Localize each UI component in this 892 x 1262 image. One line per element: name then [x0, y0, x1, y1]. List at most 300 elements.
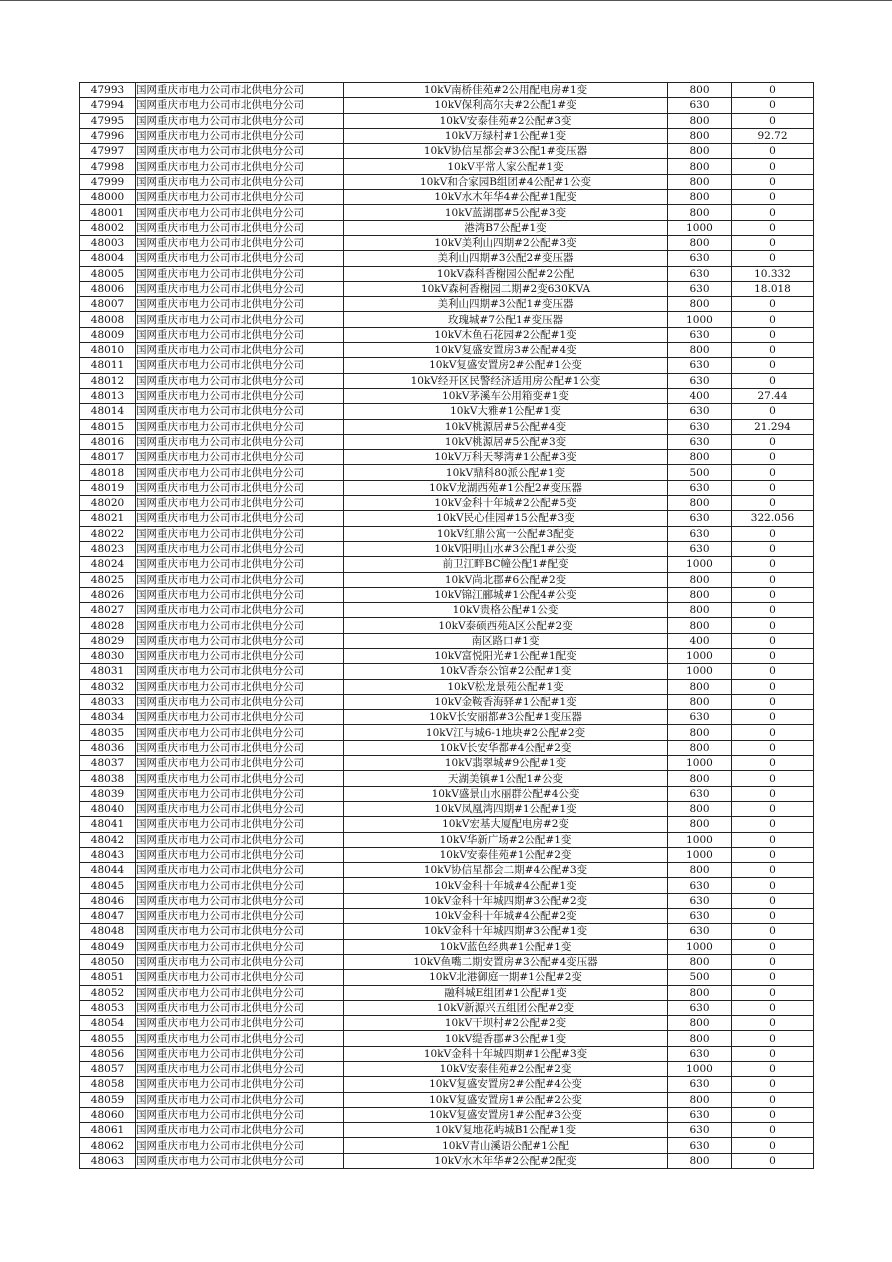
capacity-cell: 800	[668, 954, 732, 969]
station-name-cell: 10kV蓝湖郡#5公配#3变	[344, 205, 668, 220]
table-row	[80, 1046, 814, 1061]
table-row	[80, 235, 814, 250]
capacity-cell: 800	[668, 725, 732, 740]
capacity-cell: 800	[668, 450, 732, 465]
row-id-cell: 48040	[80, 801, 136, 816]
capacity-cell: 1000	[668, 648, 732, 663]
capacity-cell: 800	[668, 618, 732, 633]
table-row	[80, 786, 814, 801]
table-row	[80, 725, 814, 740]
value-cell: 0	[732, 710, 814, 725]
table-row	[80, 817, 814, 832]
row-id-cell: 48055	[80, 1031, 136, 1046]
row-id-cell: 48000	[80, 190, 136, 205]
value-cell: 0	[732, 954, 814, 969]
table-row	[80, 98, 814, 113]
company-cell: 国网重庆市电力公司市北供电分公司	[136, 327, 344, 342]
row-id-cell: 48041	[80, 817, 136, 832]
company-cell: 国网重庆市电力公司市北供电分公司	[136, 786, 344, 801]
row-id-cell: 48048	[80, 924, 136, 939]
capacity-cell: 630	[668, 1138, 732, 1153]
capacity-cell: 630	[668, 98, 732, 113]
capacity-cell: 800	[668, 144, 732, 159]
capacity-cell: 800	[668, 1016, 732, 1031]
company-cell: 国网重庆市电力公司市北供电分公司	[136, 144, 344, 159]
station-name-cell: 10kV缇香郡#3公配#1变	[344, 1031, 668, 1046]
row-id-cell: 48005	[80, 266, 136, 281]
capacity-cell: 630	[668, 526, 732, 541]
value-cell: 0	[732, 740, 814, 755]
capacity-cell: 1000	[668, 312, 732, 327]
row-id-cell: 48007	[80, 297, 136, 312]
value-cell: 0	[732, 1123, 814, 1138]
capacity-cell: 800	[668, 190, 732, 205]
value-cell: 0	[732, 1107, 814, 1122]
capacity-cell: 800	[668, 83, 732, 98]
row-id-cell: 48030	[80, 648, 136, 663]
table-row	[80, 603, 814, 618]
company-cell: 国网重庆市电力公司市北供电分公司	[136, 878, 344, 893]
value-cell: 0	[732, 1000, 814, 1015]
row-id-cell: 48036	[80, 740, 136, 755]
row-id-cell: 48022	[80, 526, 136, 541]
company-cell: 国网重庆市电力公司市北供电分公司	[136, 266, 344, 281]
company-cell: 国网重庆市电力公司市北供电分公司	[136, 297, 344, 312]
station-name-cell: 10kV经开区民警经济适用房公配#1公变	[344, 373, 668, 388]
capacity-cell: 800	[668, 572, 732, 587]
value-cell: 18.018	[732, 281, 814, 296]
capacity-cell: 630	[668, 1107, 732, 1122]
table-row	[80, 1031, 814, 1046]
station-name-cell: 10kV香奈公馆#2公配#1变	[344, 664, 668, 679]
capacity-cell: 1000	[668, 756, 732, 771]
company-cell: 国网重庆市电力公司市北供电分公司	[136, 358, 344, 373]
row-id-cell: 48024	[80, 557, 136, 572]
company-cell: 国网重庆市电力公司市北供电分公司	[136, 1062, 344, 1077]
station-name-cell: 10kV复盛安置房2#公配#1公变	[344, 358, 668, 373]
capacity-cell: 630	[668, 419, 732, 434]
station-name-cell: 10kV安泰佳苑#1公配#2变	[344, 847, 668, 862]
value-cell: 10.332	[732, 266, 814, 281]
company-cell: 国网重庆市电力公司市北供电分公司	[136, 480, 344, 495]
value-cell: 0	[732, 572, 814, 587]
value-cell: 0	[732, 863, 814, 878]
table-row	[80, 909, 814, 924]
row-id-cell: 48008	[80, 312, 136, 327]
capacity-cell: 1000	[668, 220, 732, 235]
station-name-cell: 10kV美利山四期#2公配#3变	[344, 235, 668, 250]
table-row	[80, 358, 814, 373]
table-row	[80, 83, 814, 98]
table-row	[80, 1092, 814, 1107]
table-row	[80, 1138, 814, 1153]
value-cell: 0	[732, 633, 814, 648]
company-cell: 国网重庆市电力公司市北供电分公司	[136, 603, 344, 618]
capacity-cell: 800	[668, 863, 732, 878]
row-id-cell: 47994	[80, 98, 136, 113]
company-cell: 国网重庆市电力公司市北供电分公司	[136, 98, 344, 113]
table-row	[80, 434, 814, 449]
table-row	[80, 740, 814, 755]
company-cell: 国网重庆市电力公司市北供电分公司	[136, 1000, 344, 1015]
capacity-cell: 800	[668, 1153, 732, 1168]
row-id-cell: 48027	[80, 603, 136, 618]
station-name-cell: 融科城E组团#1公配#1变	[344, 985, 668, 1000]
station-name-cell: 10kV金科十年城#4公配#1变	[344, 878, 668, 893]
row-id-cell: 48034	[80, 710, 136, 725]
company-cell: 国网重庆市电力公司市北供电分公司	[136, 587, 344, 602]
station-name-cell: 10kV松龙景苑公配#1变	[344, 679, 668, 694]
capacity-cell: 630	[668, 893, 732, 908]
station-name-cell: 10kV复盛安置房1#公配#2公变	[344, 1092, 668, 1107]
station-name-cell: 10kV桃源居#5公配#3变	[344, 434, 668, 449]
table-row	[80, 113, 814, 128]
value-cell: 0	[732, 878, 814, 893]
station-name-cell: 10kV龙湖西苑#1公配2#变压器	[344, 480, 668, 495]
row-id-cell: 48062	[80, 1138, 136, 1153]
value-cell: 0	[732, 220, 814, 235]
capacity-cell: 800	[668, 694, 732, 709]
station-name-cell: 10kV民心佳园#15公配#3变	[344, 511, 668, 526]
capacity-cell: 800	[668, 343, 732, 358]
value-cell: 0	[732, 526, 814, 541]
table-row	[80, 541, 814, 556]
capacity-cell: 800	[668, 128, 732, 143]
company-cell: 国网重庆市电力公司市北供电分公司	[136, 404, 344, 419]
capacity-cell: 630	[668, 327, 732, 342]
station-name-cell: 天湖美镇#1公配1#公变	[344, 771, 668, 786]
row-id-cell: 48039	[80, 786, 136, 801]
row-id-cell: 48020	[80, 496, 136, 511]
table-row	[80, 281, 814, 296]
value-cell: 0	[732, 373, 814, 388]
company-cell: 国网重庆市电力公司市北供电分公司	[136, 434, 344, 449]
station-name-cell: 10kV长安华都#4公配#2变	[344, 740, 668, 755]
company-cell: 国网重庆市电力公司市北供电分公司	[136, 235, 344, 250]
capacity-cell: 630	[668, 358, 732, 373]
capacity-cell: 1000	[668, 939, 732, 954]
station-name-cell: 10kV安泰佳苑#2公配#3变	[344, 113, 668, 128]
company-cell: 国网重庆市电力公司市北供电分公司	[136, 801, 344, 816]
company-cell: 国网重庆市电力公司市北供电分公司	[136, 970, 344, 985]
value-cell: 0	[732, 496, 814, 511]
table-row	[80, 1077, 814, 1092]
company-cell: 国网重庆市电力公司市北供电分公司	[136, 419, 344, 434]
row-id-cell: 48056	[80, 1046, 136, 1061]
station-name-cell: 10kV和合家园B组团#4公配#1公变	[344, 174, 668, 189]
table-row	[80, 878, 814, 893]
company-cell: 国网重庆市电力公司市北供电分公司	[136, 679, 344, 694]
company-cell: 国网重庆市电力公司市北供电分公司	[136, 1107, 344, 1122]
table-row	[80, 694, 814, 709]
table-row	[80, 496, 814, 511]
capacity-cell: 630	[668, 924, 732, 939]
value-cell: 0	[732, 985, 814, 1000]
company-cell: 国网重庆市电力公司市北供电分公司	[136, 159, 344, 174]
capacity-cell: 800	[668, 771, 732, 786]
capacity-cell: 800	[668, 1031, 732, 1046]
table-row	[80, 251, 814, 266]
row-id-cell: 48044	[80, 863, 136, 878]
row-id-cell: 48004	[80, 251, 136, 266]
company-cell: 国网重庆市电力公司市北供电分公司	[136, 281, 344, 296]
company-cell: 国网重庆市电力公司市北供电分公司	[136, 1031, 344, 1046]
capacity-cell: 800	[668, 1092, 732, 1107]
capacity-cell: 1000	[668, 1062, 732, 1077]
value-cell: 0	[732, 480, 814, 495]
table-row	[80, 664, 814, 679]
company-cell: 国网重庆市电力公司市北供电分公司	[136, 985, 344, 1000]
station-name-cell: 10kV鼎科80派公配#1变	[344, 465, 668, 480]
capacity-cell: 800	[668, 297, 732, 312]
company-cell: 国网重庆市电力公司市北供电分公司	[136, 190, 344, 205]
value-cell: 0	[732, 679, 814, 694]
station-name-cell: 10kV协信星都会#3公配1#变压器	[344, 144, 668, 159]
row-id-cell: 48033	[80, 694, 136, 709]
value-cell: 0	[732, 1077, 814, 1092]
row-id-cell: 48042	[80, 832, 136, 847]
table-row	[80, 618, 814, 633]
table-row	[80, 679, 814, 694]
table-row	[80, 939, 814, 954]
company-cell: 国网重庆市电力公司市北供电分公司	[136, 909, 344, 924]
station-name-cell: 10kV复盛安置房1#公配#3公变	[344, 1107, 668, 1122]
table-row	[80, 511, 814, 526]
value-cell: 0	[732, 343, 814, 358]
value-cell: 0	[732, 113, 814, 128]
capacity-cell: 630	[668, 251, 732, 266]
row-id-cell: 48043	[80, 847, 136, 862]
company-cell: 国网重庆市电力公司市北供电分公司	[136, 648, 344, 663]
station-name-cell: 10kV金科十年城四期#1公配#3变	[344, 1046, 668, 1061]
capacity-cell: 800	[668, 113, 732, 128]
capacity-cell: 800	[668, 679, 732, 694]
row-id-cell: 48060	[80, 1107, 136, 1122]
capacity-cell: 630	[668, 1000, 732, 1015]
table-row	[80, 1123, 814, 1138]
value-cell: 0	[732, 1062, 814, 1077]
table-row	[80, 327, 814, 342]
station-name-cell: 玫瑰城#7公配1#变压器	[344, 312, 668, 327]
station-name-cell: 美利山四期#3公配1#变压器	[344, 297, 668, 312]
row-id-cell: 48012	[80, 373, 136, 388]
value-cell: 0	[732, 909, 814, 924]
table-row	[80, 924, 814, 939]
capacity-cell: 630	[668, 786, 732, 801]
row-id-cell: 48047	[80, 909, 136, 924]
row-id-cell: 48059	[80, 1092, 136, 1107]
company-cell: 国网重庆市电力公司市北供电分公司	[136, 740, 344, 755]
row-id-cell: 48006	[80, 281, 136, 296]
table-row	[80, 388, 814, 403]
table-row	[80, 450, 814, 465]
company-cell: 国网重庆市电力公司市北供电分公司	[136, 220, 344, 235]
table-row	[80, 648, 814, 663]
company-cell: 国网重庆市电力公司市北供电分公司	[136, 526, 344, 541]
table-row	[80, 587, 814, 602]
table-row	[80, 312, 814, 327]
table-row	[80, 1062, 814, 1077]
capacity-cell: 630	[668, 1046, 732, 1061]
company-cell: 国网重庆市电力公司市北供电分公司	[136, 572, 344, 587]
company-cell: 国网重庆市电力公司市北供电分公司	[136, 1077, 344, 1092]
row-id-cell: 48014	[80, 404, 136, 419]
value-cell: 0	[732, 450, 814, 465]
row-id-cell: 48019	[80, 480, 136, 495]
company-cell: 国网重庆市电力公司市北供电分公司	[136, 496, 344, 511]
row-id-cell: 47996	[80, 128, 136, 143]
table-row	[80, 404, 814, 419]
company-cell: 国网重庆市电力公司市北供电分公司	[136, 863, 344, 878]
company-cell: 国网重庆市电力公司市北供电分公司	[136, 1016, 344, 1031]
company-cell: 国网重庆市电力公司市北供电分公司	[136, 954, 344, 969]
table-row	[80, 128, 814, 143]
capacity-cell: 800	[668, 801, 732, 816]
row-id-cell: 48058	[80, 1077, 136, 1092]
row-id-cell: 48023	[80, 541, 136, 556]
company-cell: 国网重庆市电力公司市北供电分公司	[136, 205, 344, 220]
station-name-cell: 港湾B7公配#1变	[344, 220, 668, 235]
value-cell: 0	[732, 159, 814, 174]
station-name-cell: 10kV宏基大厦配电房#2变	[344, 817, 668, 832]
company-cell: 国网重庆市电力公司市北供电分公司	[136, 511, 344, 526]
station-name-cell: 10kV红鼎公寓一公配#3配变	[344, 526, 668, 541]
value-cell: 0	[732, 1016, 814, 1031]
value-cell: 0	[732, 970, 814, 985]
row-id-cell: 48013	[80, 388, 136, 403]
value-cell: 0	[732, 771, 814, 786]
station-name-cell: 10kV金科十年城#2公配#5变	[344, 496, 668, 511]
capacity-cell: 630	[668, 541, 732, 556]
table-row	[80, 266, 814, 281]
value-cell: 0	[732, 404, 814, 419]
table-row	[80, 174, 814, 189]
value-cell: 0	[732, 251, 814, 266]
table-row	[80, 159, 814, 174]
row-id-cell: 48061	[80, 1123, 136, 1138]
row-id-cell: 48021	[80, 511, 136, 526]
company-cell: 国网重庆市电力公司市北供电分公司	[136, 832, 344, 847]
row-id-cell: 47999	[80, 174, 136, 189]
table-row	[80, 985, 814, 1000]
company-cell: 国网重庆市电力公司市北供电分公司	[136, 113, 344, 128]
station-name-cell: 10kV新源兴五组团公配#2变	[344, 1000, 668, 1015]
value-cell: 0	[732, 1046, 814, 1061]
company-cell: 国网重庆市电力公司市北供电分公司	[136, 1138, 344, 1153]
station-name-cell: 10kV复盛安置房2#公配#4公变	[344, 1077, 668, 1092]
capacity-cell: 800	[668, 587, 732, 602]
capacity-cell: 1000	[668, 664, 732, 679]
company-cell: 国网重庆市电力公司市北供电分公司	[136, 939, 344, 954]
table-row	[80, 190, 814, 205]
station-name-cell: 10kV木鱼石花园#2公配#1变	[344, 327, 668, 342]
capacity-cell: 630	[668, 373, 732, 388]
value-cell: 92.72	[732, 128, 814, 143]
value-cell: 21.294	[732, 419, 814, 434]
table-body	[80, 83, 814, 1169]
station-name-cell: 10kV长安丽都#3公配#1变压器	[344, 710, 668, 725]
station-name-cell: 10kV锦江郦城#1公配4#公变	[344, 587, 668, 602]
capacity-cell: 800	[668, 740, 732, 755]
company-cell: 国网重庆市电力公司市北供电分公司	[136, 450, 344, 465]
capacity-cell: 500	[668, 970, 732, 985]
capacity-cell: 1000	[668, 847, 732, 862]
station-name-cell: 10kV蓝色经典#1公配#1变	[344, 939, 668, 954]
station-name-cell: 10kV贵格公配#1公变	[344, 603, 668, 618]
table-row	[80, 144, 814, 159]
station-name-cell: 10kV阳明山水#3公配1#公变	[344, 541, 668, 556]
capacity-cell: 630	[668, 1123, 732, 1138]
row-id-cell: 48054	[80, 1016, 136, 1031]
station-name-cell: 10kV江与城6-1地块#2公配#2变	[344, 725, 668, 740]
value-cell: 0	[732, 1092, 814, 1107]
row-id-cell: 48017	[80, 450, 136, 465]
value-cell: 0	[732, 1138, 814, 1153]
station-name-cell: 10kV万科天琴湾#1公配#3变	[344, 450, 668, 465]
row-id-cell: 48045	[80, 878, 136, 893]
station-name-cell: 10kV金科十年城#4公配#2变	[344, 909, 668, 924]
row-id-cell: 48009	[80, 327, 136, 342]
station-name-cell: 10kV水木年华4#公配#1配变	[344, 190, 668, 205]
station-name-cell: 10kV鱼嘴二期安置房#3公配#4变压器	[344, 954, 668, 969]
capacity-cell: 800	[668, 159, 732, 174]
row-id-cell: 48026	[80, 587, 136, 602]
value-cell: 0	[732, 83, 814, 98]
row-id-cell: 48031	[80, 664, 136, 679]
row-id-cell: 48001	[80, 205, 136, 220]
value-cell: 0	[732, 847, 814, 862]
value-cell: 0	[732, 465, 814, 480]
station-name-cell: 10kV协信星都会二期#4公配#3变	[344, 863, 668, 878]
value-cell: 0	[732, 587, 814, 602]
row-id-cell: 48063	[80, 1153, 136, 1168]
company-cell: 国网重庆市电力公司市北供电分公司	[136, 694, 344, 709]
row-id-cell: 48057	[80, 1062, 136, 1077]
station-name-cell: 10kV干坝村#2公配#2变	[344, 1016, 668, 1031]
row-id-cell: 48010	[80, 343, 136, 358]
capacity-cell: 800	[668, 205, 732, 220]
row-id-cell: 48051	[80, 970, 136, 985]
company-cell: 国网重庆市电力公司市北供电分公司	[136, 1092, 344, 1107]
capacity-cell: 800	[668, 174, 732, 189]
value-cell: 322.056	[732, 511, 814, 526]
company-cell: 国网重庆市电力公司市北供电分公司	[136, 251, 344, 266]
table-row	[80, 771, 814, 786]
table-row	[80, 633, 814, 648]
capacity-cell: 800	[668, 603, 732, 618]
company-cell: 国网重庆市电力公司市北供电分公司	[136, 1153, 344, 1168]
row-id-cell: 47998	[80, 159, 136, 174]
capacity-cell: 630	[668, 404, 732, 419]
value-cell: 0	[732, 832, 814, 847]
company-cell: 国网重庆市电力公司市北供电分公司	[136, 618, 344, 633]
capacity-cell: 630	[668, 1077, 732, 1092]
table-row	[80, 419, 814, 434]
table-row	[80, 373, 814, 388]
row-id-cell: 48018	[80, 465, 136, 480]
station-name-cell: 前卫江畔BC幢公配1#配变	[344, 557, 668, 572]
value-cell: 0	[732, 786, 814, 801]
row-id-cell: 48046	[80, 893, 136, 908]
company-cell: 国网重庆市电力公司市北供电分公司	[136, 373, 344, 388]
table-row	[80, 863, 814, 878]
company-cell: 国网重庆市电力公司市北供电分公司	[136, 771, 344, 786]
table-row	[80, 465, 814, 480]
station-name-cell: 10kV青山溪语公配#1公配	[344, 1138, 668, 1153]
company-cell: 国网重庆市电力公司市北供电分公司	[136, 343, 344, 358]
value-cell: 0	[732, 434, 814, 449]
company-cell: 国网重庆市电力公司市北供电分公司	[136, 174, 344, 189]
